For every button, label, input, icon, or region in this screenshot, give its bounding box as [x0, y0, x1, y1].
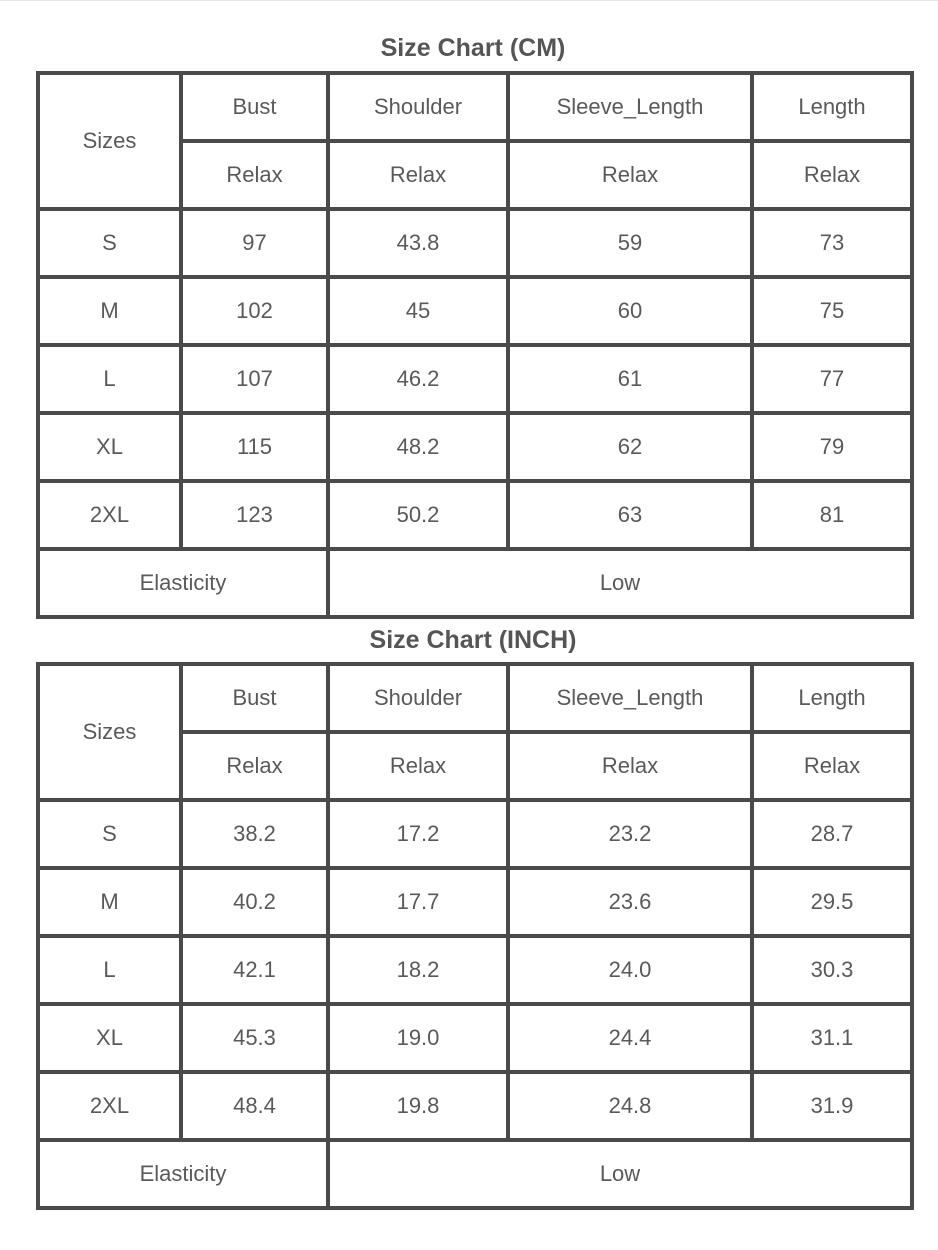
subheader-cell: Relax [328, 141, 508, 209]
size-chart-inch-table [36, 662, 914, 1210]
column-header-shoulder: Shoulder [328, 73, 508, 141]
sleeve-length-cell: 59 [508, 209, 752, 277]
size-cell: M [38, 868, 181, 936]
bust-cell: 45.3 [181, 1004, 328, 1072]
elasticity-row [38, 1140, 912, 1208]
size-chart-cm-table [36, 71, 914, 619]
bust-cell: 38.2 [181, 800, 328, 868]
header-row [38, 664, 912, 732]
length-cell: 81 [752, 481, 912, 549]
length-cell: 79 [752, 413, 912, 481]
shoulder-cell: 17.7 [328, 868, 508, 936]
elasticity-label: Elasticity [38, 1140, 328, 1208]
elasticity-value: Low [328, 549, 912, 617]
sleeve-length-cell: 63 [508, 481, 752, 549]
table-row [38, 209, 912, 277]
subheader-cell: Relax [508, 732, 752, 800]
subheader-cell: Relax [181, 141, 328, 209]
subheader-cell: Relax [508, 141, 752, 209]
column-header-bust: Bust [181, 73, 328, 141]
sleeve-length-cell: 24.4 [508, 1004, 752, 1072]
sleeve-length-cell: 62 [508, 413, 752, 481]
size-cell: S [38, 209, 181, 277]
table-row [38, 413, 912, 481]
column-header-sleeve-length: Sleeve_Length [508, 73, 752, 141]
sleeve-length-cell: 23.6 [508, 868, 752, 936]
length-cell: 31.1 [752, 1004, 912, 1072]
bust-cell: 42.1 [181, 936, 328, 1004]
subheader-cell: Relax [181, 732, 328, 800]
shoulder-cell: 43.8 [328, 209, 508, 277]
shoulder-cell: 50.2 [328, 481, 508, 549]
size-cell: 2XL [38, 1072, 181, 1140]
sleeve-length-cell: 24.8 [508, 1072, 752, 1140]
length-cell: 28.7 [752, 800, 912, 868]
shoulder-cell: 45 [328, 277, 508, 345]
length-cell: 73 [752, 209, 912, 277]
length-cell: 29.5 [752, 868, 912, 936]
shoulder-cell: 48.2 [328, 413, 508, 481]
table-row [38, 345, 912, 413]
size-cell: L [38, 345, 181, 413]
table-row [38, 1004, 912, 1072]
column-header-sleeve-length: Sleeve_Length [508, 664, 752, 732]
bust-cell: 97 [181, 209, 328, 277]
size-cell: XL [38, 413, 181, 481]
subheader-cell: Relax [752, 732, 912, 800]
table-row [38, 800, 912, 868]
sizes-header: Sizes [38, 73, 181, 209]
elasticity-label: Elasticity [38, 549, 328, 617]
size-cell: S [38, 800, 181, 868]
elasticity-row [38, 549, 912, 617]
subheader-cell: Relax [328, 732, 508, 800]
table-row [38, 481, 912, 549]
shoulder-cell: 19.8 [328, 1072, 508, 1140]
bust-cell: 123 [181, 481, 328, 549]
sleeve-length-cell: 23.2 [508, 800, 752, 868]
length-cell: 75 [752, 277, 912, 345]
size-chart-inch-title: Size Chart (INCH) [369, 626, 577, 654]
shoulder-cell: 18.2 [328, 936, 508, 1004]
shoulder-cell: 46.2 [328, 345, 508, 413]
column-header-bust: Bust [181, 664, 328, 732]
size-cell: 2XL [38, 481, 181, 549]
bust-cell: 115 [181, 413, 328, 481]
shoulder-cell: 17.2 [328, 800, 508, 868]
length-cell: 31.9 [752, 1072, 912, 1140]
length-cell: 77 [752, 345, 912, 413]
subheader-cell: Relax [752, 141, 912, 209]
bust-cell: 48.4 [181, 1072, 328, 1140]
bust-cell: 102 [181, 277, 328, 345]
shoulder-cell: 19.0 [328, 1004, 508, 1072]
bust-cell: 107 [181, 345, 328, 413]
bust-cell: 40.2 [181, 868, 328, 936]
sleeve-length-cell: 24.0 [508, 936, 752, 1004]
top-divider [0, 0, 938, 1]
sizes-header: Sizes [38, 664, 181, 800]
column-header-shoulder: Shoulder [328, 664, 508, 732]
sleeve-length-cell: 61 [508, 345, 752, 413]
size-chart-cm-title: Size Chart (CM) [380, 34, 566, 62]
size-cell: M [38, 277, 181, 345]
size-cell: XL [38, 1004, 181, 1072]
table-row [38, 1072, 912, 1140]
sleeve-length-cell: 60 [508, 277, 752, 345]
elasticity-value: Low [328, 1140, 912, 1208]
table-row [38, 277, 912, 345]
column-header-length: Length [752, 664, 912, 732]
size-cell: L [38, 936, 181, 1004]
column-header-length: Length [752, 73, 912, 141]
length-cell: 30.3 [752, 936, 912, 1004]
header-row [38, 73, 912, 141]
table-row [38, 868, 912, 936]
table-row [38, 936, 912, 1004]
